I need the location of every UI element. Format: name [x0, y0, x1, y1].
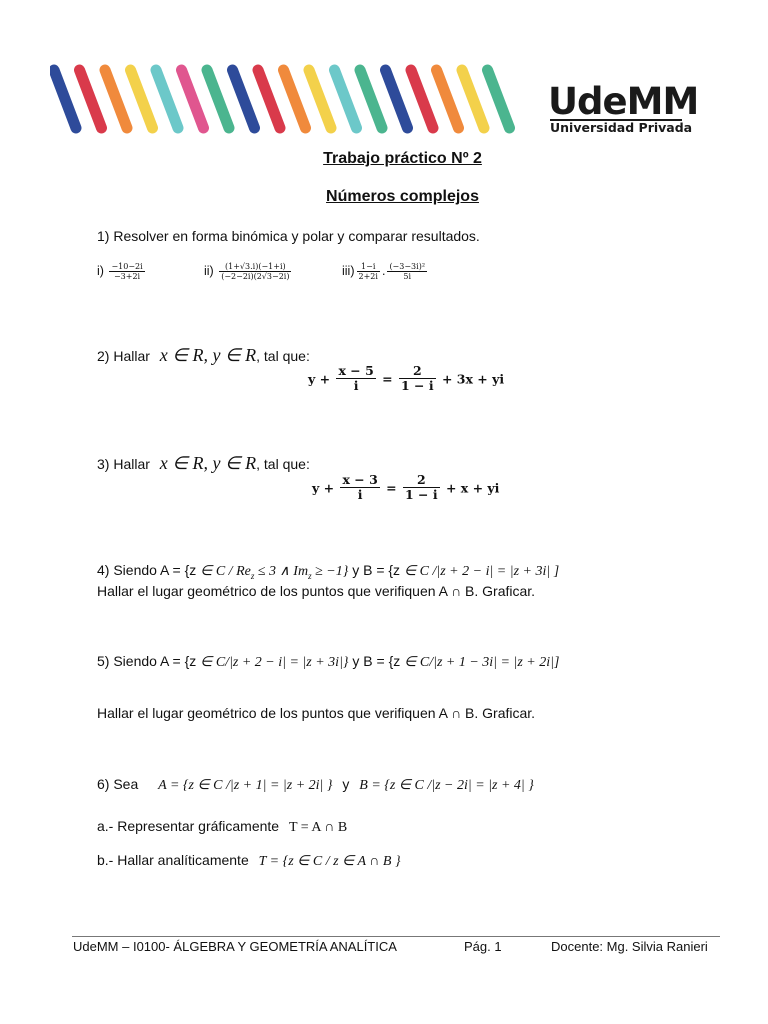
stripe [105, 70, 127, 128]
decorative-stripes [50, 62, 530, 142]
exercise-2-condition: x ∈ R, y ∈ R [159, 345, 257, 365]
stripe [131, 70, 153, 128]
item-ii-label: ii) [204, 263, 214, 278]
exercise-3-equation: y + $\frac{x - 3}{i}$ = $\frac{2}{1 - i}$ + x + yi [312, 472, 500, 503]
exercise-2-equation: y + $\frac{x - 5}{i}$ = $\frac{2}{1 - i}$ + 3x + yi [308, 363, 505, 394]
exercise-5-definition: 5) Siendo A = {z ∈ C/|z + 2 − i| = |z + 3i|} y B = {z ∈ C/|z + 1 − 3i| = |z + 2i|] [97, 653, 560, 670]
footer-teacher: Docente: Mg. Silvia Ranieri [551, 939, 708, 954]
stripe [411, 70, 433, 128]
stripe [156, 70, 178, 128]
item-i-fraction: $\frac{-10-2i}{-3+2i}$ [111, 262, 143, 282]
footer-page: Pág. 1 [464, 939, 502, 954]
item-i-label: i) [97, 263, 104, 278]
item-iii-label: iii) [342, 263, 355, 278]
exercise-6-part-b: b.- Hallar analíticamente T = {z ∈ C / z ∈ A ∩ B } [97, 852, 401, 869]
stripe [488, 70, 510, 128]
stripe [54, 70, 76, 128]
header-banner [50, 62, 530, 142]
stripe [182, 70, 204, 128]
stripe [309, 70, 331, 128]
brand-logo: UdeMM [548, 80, 699, 123]
stripe [207, 70, 229, 128]
item-ii-fraction: $\frac{(1+√3.i)(-1+i)}{(-2-2i)(2√3-2i)}$ [221, 262, 290, 282]
set-b: B = {z ∈ C /|z − 2i| = |z + 4| } [359, 778, 534, 793]
stripe [335, 70, 357, 128]
exercise-6-definition: 6) Sea A = {z ∈ C /|z + 1| = |z + 2i| } y B = {z ∈ C /|z − 2i| = |z + 4| } [97, 776, 534, 793]
brand-subtitle: Universidad Privada [550, 120, 693, 135]
item-iii-fraction-2: $\frac{\text{(−3−3i)²}}{5i}$ [389, 262, 426, 282]
exercise-3-statement: 3) Hallar x ∈ R, y ∈ R, tal que: [97, 453, 310, 473]
stripe [284, 70, 306, 128]
item-iii: iii) $\frac{1-i}{2+2i}$ . $\frac{\text{(−3−3i)²}}{5i}$ [342, 262, 426, 282]
item-ii [204, 262, 293, 281]
document-title: Trabajo práctico Nº 2 [323, 150, 482, 167]
exercise-4-question: Hallar el lugar geométrico de los puntos que verifiquen A ∩ B. Graficar. [97, 583, 536, 599]
exercise-6-part-a: a.- Representar gráficamente T = A ∩ B [97, 818, 348, 835]
item-iii-fraction-1: $\frac{1-i}{2+2i}$ [358, 262, 378, 282]
exercise-4-definition: 4) Siendo A = {z ∈ $C / Re_z \le 3$ ∧ $Im_z \ge -1$} y B = {z ∈ C /|z + 2 − i| = |z + 3i| ] [97, 562, 560, 581]
document-subtitle: Números complejos [326, 188, 479, 205]
set-a: A = {z ∈ C /|z + 1| = |z + 2i| } [158, 778, 333, 793]
stripe [80, 70, 102, 128]
exercise-3-condition: x ∈ R, y ∈ R [159, 453, 257, 473]
footer-divider [72, 936, 720, 937]
exercise-5-question: Hallar el lugar geométrico de los puntos que verifiquen A ∩ B. Graficar. [97, 705, 536, 721]
exercise-1-statement: 1) Resolver en forma binómica y polar y comparar resultados. [97, 228, 480, 244]
stripe [437, 70, 459, 128]
stripe [258, 70, 280, 128]
stripe [360, 70, 382, 128]
item-i [97, 262, 147, 281]
stripe [233, 70, 255, 128]
footer-course: UdeMM – I0100- ÁLGEBRA Y GEOMETRÍA ANALÍTICA [73, 939, 397, 954]
exercise-2-statement: 2) Hallar x ∈ R, y ∈ R, tal que: [97, 345, 310, 365]
stripe [462, 70, 484, 128]
stripe [386, 70, 408, 128]
